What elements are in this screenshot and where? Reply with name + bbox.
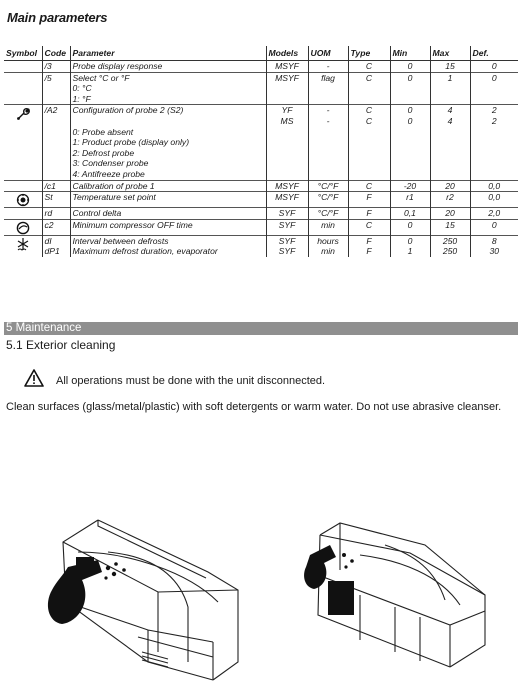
cell-line: 2 bbox=[491, 105, 497, 116]
cell-line: 2,0 bbox=[488, 208, 501, 219]
cell-line: °C/°F bbox=[317, 208, 339, 219]
defrost-icon bbox=[6, 237, 40, 251]
cell-max bbox=[430, 235, 470, 257]
warning-triangle-icon bbox=[24, 369, 44, 392]
cell-line: MSYF bbox=[275, 72, 299, 83]
cell-uom bbox=[308, 235, 348, 257]
cell-line: 15 bbox=[445, 61, 455, 71]
table-row bbox=[4, 235, 518, 257]
cell-line: - bbox=[326, 61, 330, 71]
cell-line: SYF bbox=[278, 235, 296, 246]
cell-type bbox=[348, 72, 390, 105]
cell-line: °C/°F bbox=[317, 192, 339, 203]
cell-type bbox=[348, 61, 390, 73]
cell-line: C bbox=[365, 180, 373, 191]
cell-line: flag bbox=[321, 72, 335, 83]
cell-line: MSYF bbox=[275, 61, 299, 71]
cell-def bbox=[470, 105, 518, 180]
cell-def bbox=[470, 208, 518, 220]
cell-uom bbox=[308, 192, 348, 208]
cell-line: C bbox=[365, 219, 373, 230]
cell-line: 1 bbox=[407, 246, 413, 257]
cell-line: SYF bbox=[278, 208, 296, 219]
cell-code bbox=[42, 235, 70, 257]
cell-max bbox=[430, 105, 470, 180]
cell-line: - bbox=[326, 105, 330, 116]
cell-param bbox=[70, 219, 266, 235]
cell-uom bbox=[308, 72, 348, 105]
cell-line: 0 bbox=[407, 105, 413, 116]
cell-code bbox=[42, 61, 70, 73]
cell-uom bbox=[308, 180, 348, 192]
cell-line: c2 bbox=[44, 219, 54, 230]
cleaning-instructions: Clean surfaces (glass/metal/plastic) with soft detergents or warm water. Do not use abrasive cleanser. bbox=[6, 401, 502, 413]
cell-line: F bbox=[366, 246, 372, 257]
table-header-row bbox=[4, 46, 518, 61]
cell-line: C bbox=[365, 105, 373, 116]
cell-def bbox=[470, 219, 518, 235]
symbol-cell bbox=[4, 235, 42, 257]
cell-def bbox=[470, 192, 518, 208]
cell-param bbox=[70, 61, 266, 73]
cell-min bbox=[390, 192, 430, 208]
cell-param bbox=[70, 192, 266, 208]
cell-def bbox=[470, 72, 518, 105]
column-header: Symbol bbox=[4, 46, 42, 61]
cell-line: 0 bbox=[407, 219, 413, 230]
table-row bbox=[4, 192, 518, 208]
symbol-cell bbox=[4, 192, 42, 208]
table-row bbox=[4, 105, 518, 180]
cell-line bbox=[73, 116, 264, 127]
cell-models bbox=[266, 105, 308, 180]
cell-line: 4 bbox=[447, 105, 453, 116]
cell-code bbox=[42, 180, 70, 192]
cell-max bbox=[430, 208, 470, 220]
cell-line: rd bbox=[44, 208, 53, 219]
column-header: Code bbox=[42, 46, 70, 61]
cell-type bbox=[348, 235, 390, 257]
cell-models bbox=[266, 219, 308, 235]
cell-line: MSYF bbox=[275, 180, 299, 191]
cell-line: 0,0 bbox=[488, 180, 501, 191]
probe-wrench-icon bbox=[6, 106, 40, 122]
cell-models bbox=[266, 235, 308, 257]
cell-def bbox=[470, 61, 518, 73]
cell-line: 250 bbox=[442, 246, 458, 257]
cell-max bbox=[430, 72, 470, 105]
cell-param bbox=[70, 72, 266, 105]
cell-line: 2: Defrost probe bbox=[72, 147, 135, 158]
cell-min bbox=[390, 61, 430, 73]
cell-line: 8 bbox=[491, 235, 497, 246]
cell-uom bbox=[308, 61, 348, 73]
cell-line: 0 bbox=[491, 61, 497, 71]
cell-line: /A2 bbox=[44, 105, 58, 116]
cell-line: - bbox=[326, 115, 330, 126]
column-header: Def. bbox=[470, 46, 518, 61]
column-header: Min bbox=[390, 46, 430, 61]
cell-line: 20 bbox=[445, 180, 455, 191]
cell-type bbox=[348, 219, 390, 235]
cell-type bbox=[348, 208, 390, 220]
cell-line: 2 bbox=[491, 115, 497, 126]
column-header: Max bbox=[430, 46, 470, 61]
cell-line: min bbox=[321, 219, 335, 230]
cell-line: MSYF bbox=[275, 192, 299, 203]
cell-line: 0: Probe absent bbox=[72, 126, 134, 137]
table-row bbox=[4, 219, 518, 235]
cell-line: Probe display response bbox=[72, 61, 163, 71]
cell-line: 0,0 bbox=[488, 192, 501, 203]
cell-line: 0 bbox=[491, 72, 497, 83]
cell-line: 0,1 bbox=[404, 208, 416, 219]
cell-models bbox=[266, 192, 308, 208]
cell-param bbox=[70, 208, 266, 220]
cell-min bbox=[390, 208, 430, 220]
display-case-cleaning-illustration bbox=[38, 512, 248, 682]
cell-line: SYF bbox=[278, 219, 296, 230]
warning-notice bbox=[24, 369, 325, 392]
parameters-table bbox=[4, 46, 518, 257]
cell-param bbox=[70, 105, 266, 180]
cell-uom bbox=[308, 219, 348, 235]
cell-uom bbox=[308, 105, 348, 180]
cell-line: 15 bbox=[445, 219, 455, 230]
cell-line: SYF bbox=[278, 246, 296, 257]
cell-max bbox=[430, 180, 470, 192]
cell-min bbox=[390, 72, 430, 105]
cell-line: dP1 bbox=[44, 246, 60, 257]
cell-line: F bbox=[366, 235, 372, 246]
cell-line: 0 bbox=[407, 235, 413, 246]
cell-min bbox=[390, 105, 430, 180]
cell-type bbox=[348, 180, 390, 192]
cell-line: 4 bbox=[447, 115, 453, 126]
cell-line: dI bbox=[44, 235, 52, 246]
cell-line: C bbox=[365, 115, 373, 126]
cell-type bbox=[348, 105, 390, 180]
column-header: Models bbox=[266, 46, 308, 61]
cell-line: hours bbox=[317, 235, 339, 246]
cell-line: 30 bbox=[489, 246, 500, 257]
table-row bbox=[4, 72, 518, 105]
cell-code bbox=[42, 219, 70, 235]
cell-line: 1: °F bbox=[72, 93, 91, 104]
cell-line: C bbox=[365, 61, 373, 71]
cell-line: 1 bbox=[447, 72, 453, 83]
cell-line: 20 bbox=[445, 208, 455, 219]
cell-line: C bbox=[365, 72, 373, 83]
display-case-rear-illustration bbox=[300, 515, 495, 675]
symbol-cell bbox=[4, 61, 42, 73]
cell-line: Configuration of probe 2 (S2) bbox=[72, 105, 184, 116]
cell-line: F bbox=[366, 208, 372, 219]
cell-line: YF bbox=[281, 105, 293, 116]
cell-models bbox=[266, 208, 308, 220]
symbol-cell bbox=[4, 72, 42, 105]
cell-param bbox=[70, 235, 266, 257]
cell-line: Interval between defrosts bbox=[72, 235, 169, 246]
symbol-cell bbox=[4, 208, 42, 220]
subsection-title-exterior-cleaning: 5.1 Exterior cleaning bbox=[6, 338, 116, 352]
cell-param bbox=[70, 180, 266, 192]
table-row bbox=[4, 180, 518, 192]
cell-def bbox=[470, 235, 518, 257]
cell-code bbox=[42, 208, 70, 220]
cell-code bbox=[42, 105, 70, 180]
cell-line: 0 bbox=[491, 219, 497, 230]
table-row bbox=[4, 208, 518, 220]
cell-code bbox=[42, 72, 70, 105]
cell-models bbox=[266, 72, 308, 105]
cell-line: Temperature set point bbox=[72, 192, 156, 203]
symbol-cell bbox=[4, 180, 42, 192]
section-title-maintenance: 5 Maintenance bbox=[4, 322, 518, 335]
section-heading-main-parameters: Main parameters bbox=[7, 10, 108, 25]
column-header: Parameter bbox=[70, 46, 266, 61]
cell-line: MS bbox=[280, 115, 294, 126]
cell-line: min bbox=[321, 246, 335, 257]
cell-line: Select °C or °F bbox=[72, 72, 130, 83]
cell-line: Minimum compressor OFF time bbox=[72, 219, 193, 230]
compressor-icon bbox=[6, 221, 40, 235]
cell-line: /c1 bbox=[44, 180, 56, 191]
cell-min bbox=[390, 219, 430, 235]
cell-line: 0 bbox=[407, 115, 413, 126]
warning-text: All operations must be done with the unit disconnected. bbox=[56, 374, 326, 387]
cell-line: F bbox=[366, 192, 372, 203]
cell-max bbox=[430, 61, 470, 73]
thermostat-icon bbox=[6, 193, 40, 207]
cell-type bbox=[348, 192, 390, 208]
table-row bbox=[4, 61, 518, 73]
cell-models bbox=[266, 61, 308, 73]
cell-max bbox=[430, 192, 470, 208]
cell-min bbox=[390, 235, 430, 257]
cell-line: 0 bbox=[407, 72, 413, 83]
cell-max bbox=[430, 219, 470, 235]
cell-uom bbox=[308, 208, 348, 220]
cell-line: Maximum defrost duration, evaporator bbox=[72, 246, 218, 257]
cell-line: Calibration of probe 1 bbox=[72, 180, 155, 191]
cell-line: 4: Antifreeze probe bbox=[72, 168, 145, 179]
cell-line: 0 bbox=[407, 61, 413, 71]
cell-line: 3: Condenser probe bbox=[72, 158, 149, 169]
cell-min bbox=[390, 180, 430, 192]
cell-line: 1: Product probe (display only) bbox=[72, 137, 190, 148]
column-header: Type bbox=[348, 46, 390, 61]
cell-line: r1 bbox=[406, 192, 414, 203]
cell-models bbox=[266, 180, 308, 192]
cell-line: Control delta bbox=[72, 208, 122, 219]
cell-line: /5 bbox=[44, 72, 52, 83]
cell-line: 0: °C bbox=[72, 83, 92, 94]
cell-line: -20 bbox=[403, 180, 417, 191]
cell-line: /3 bbox=[44, 61, 52, 71]
cell-line: St bbox=[44, 192, 53, 203]
cell-code bbox=[42, 192, 70, 208]
cell-line: °C/°F bbox=[317, 180, 339, 191]
symbol-cell bbox=[4, 105, 42, 180]
symbol-cell bbox=[4, 219, 42, 235]
cell-line: 250 bbox=[442, 235, 458, 246]
column-header: UOM bbox=[308, 46, 348, 61]
cell-line: r2 bbox=[446, 192, 454, 203]
cell-def bbox=[470, 180, 518, 192]
